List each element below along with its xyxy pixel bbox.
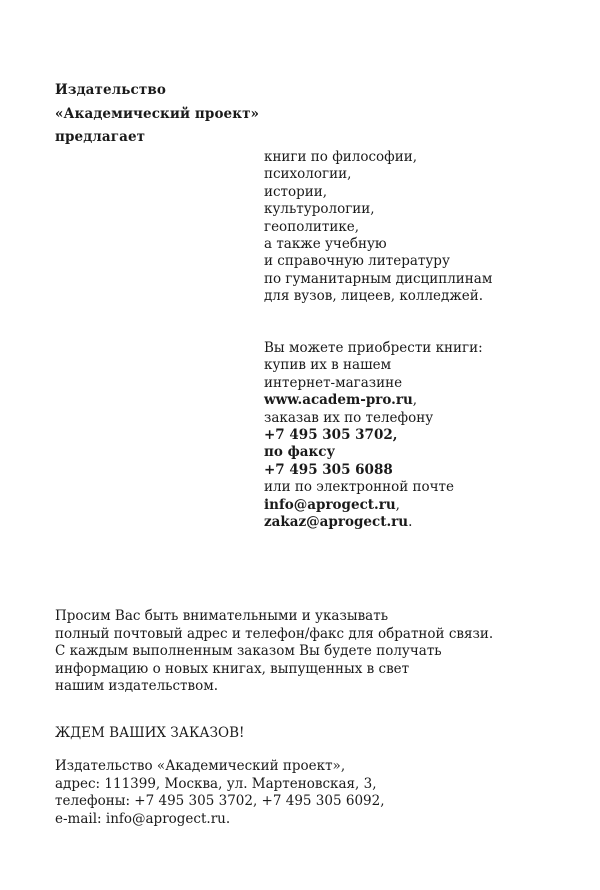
email-link-info[interactable]: info@aprogect.ru — [264, 496, 396, 513]
publisher-heading-line-3: предлагает — [55, 129, 146, 145]
topic-item: геополитике, — [264, 218, 360, 235]
contact-email: e-mail: info@aprogect.ru. — [55, 810, 231, 827]
email-intro: или по электронной почте — [264, 479, 455, 496]
website-line — [264, 392, 483, 409]
buy-line-2: интернет-магазине — [264, 374, 403, 391]
await-orders-heading: ЖДЕМ ВАШИХ ЗАКАЗОВ! — [55, 725, 245, 741]
email-line-1 — [264, 497, 483, 514]
contact-publisher: Издательство «Академический проект», — [55, 758, 346, 774]
order-info — [264, 340, 483, 531]
topic-item: для вузов, лицеев, колледжей. — [264, 288, 484, 305]
contact-phones: телефоны: +7 495 305 3702, +7 495 305 6092, — [55, 793, 385, 810]
email-link-zakaz[interactable]: zakaz@aprogect.ru — [264, 514, 409, 531]
phone-number: +7 495 305 3702, — [264, 427, 398, 444]
notice-line: информацию о новых книгах, выпущенных в свет — [55, 660, 410, 677]
website-suffix: , — [412, 392, 418, 409]
website-link[interactable]: www.academ-pro.ru — [264, 392, 413, 409]
notice-line: нашим издательством. — [55, 678, 219, 695]
topic-item: по гуманитарным дисциплинам — [264, 270, 493, 287]
publisher-heading-line-1: Издательство — [55, 82, 166, 98]
contact-address: адрес: 111399, Москва, ул. Мартеновская, 3, — [55, 775, 377, 792]
phone-intro: заказав их по телефону — [264, 409, 434, 426]
notice-paragraph — [55, 608, 493, 696]
topic-item: психологии, — [264, 166, 352, 183]
fax-number: +7 495 305 6088 — [264, 461, 393, 478]
contacts-block — [55, 758, 385, 828]
email-suffix: , — [395, 496, 400, 513]
notice-line: полный почтовый адрес и телефон/факс для обратной связи. — [55, 625, 494, 642]
publisher-heading — [55, 79, 259, 150]
notice-line: Просим Вас быть внимательными и указывать — [55, 608, 389, 624]
buy-line-1: купив их в нашем — [264, 357, 392, 374]
topic-item: истории, — [264, 183, 328, 200]
fax-label: по факсу — [264, 444, 336, 461]
email-suffix: . — [408, 514, 413, 531]
publisher-heading-line-2: «Академический проект» — [55, 105, 260, 122]
notice-line: С каждым выполненным заказом Вы будете получать — [55, 643, 442, 660]
topic-item: книги по философии, — [264, 149, 418, 165]
topic-item: и справочную литературу — [264, 253, 450, 270]
order-intro: Вы можете приобрести книги: — [264, 340, 483, 356]
email-line-2 — [264, 514, 483, 531]
topic-item: культурологии, — [264, 201, 375, 218]
topic-item: а также учебную — [264, 236, 387, 253]
topics-list — [264, 149, 492, 306]
